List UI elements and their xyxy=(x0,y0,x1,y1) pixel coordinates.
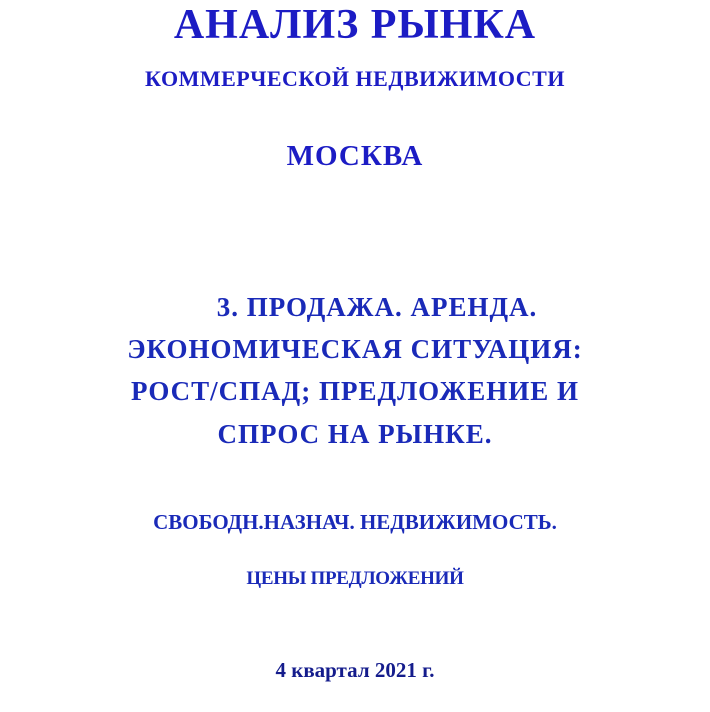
city-heading: МОСКВА xyxy=(286,140,424,172)
section-heading-line: 3. ПРОДАЖА. АРЕНДА. xyxy=(216,292,538,322)
subtitle: КОММЕРЧЕСКОЙ НЕДВИЖИМОСТИ xyxy=(145,66,565,91)
section-heading-line: ЭКОНОМИЧЕСКАЯ СИТУАЦИЯ: xyxy=(127,334,583,364)
section-heading-line: СПРОС НА РЫНКЕ. xyxy=(217,419,493,449)
prices-label: ЦЕНЫ ПРЕДЛОЖЕНИЙ xyxy=(246,568,464,589)
section-heading-line: РОСТ/СПАД; ПРЕДЛОЖЕНИЕ И xyxy=(131,376,579,406)
period-label: 4 квартал 2021 г. xyxy=(275,658,435,682)
category-label: СВОБОДН.НАЗНАЧ. НЕДВИЖИМОСТЬ. xyxy=(153,510,557,534)
main-title: АНАЛИЗ РЫНКА xyxy=(173,2,537,48)
